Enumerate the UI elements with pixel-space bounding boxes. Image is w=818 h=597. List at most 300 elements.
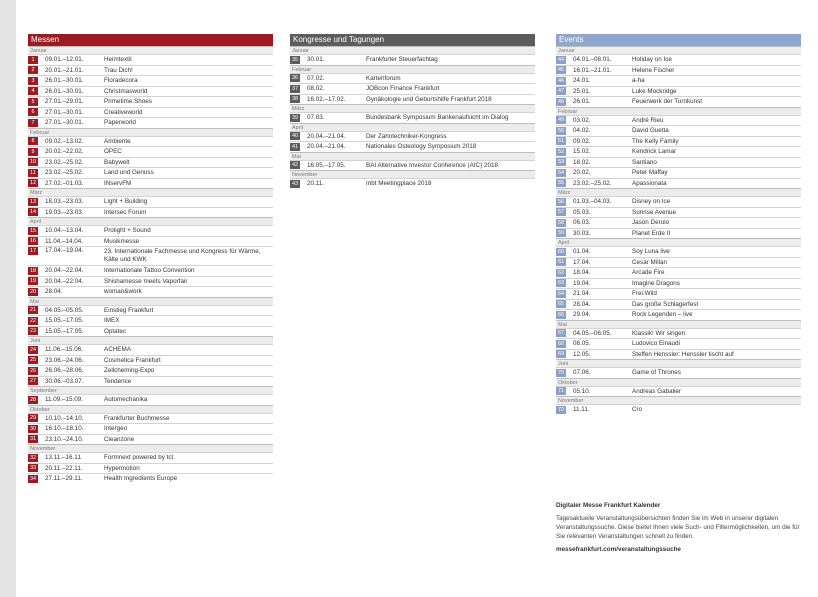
- event-name: Cosmetica Frankfurt: [104, 356, 161, 364]
- list-item: [556, 167, 801, 178]
- event-name: Formnext powered by tct: [104, 454, 174, 462]
- event-name: Santiano: [632, 158, 657, 166]
- event-date: 23.06.–24.06.: [45, 356, 84, 364]
- event-name: Einstieg Frankfurt: [104, 306, 154, 314]
- info-title: Digitaler Messe Frankfurt Kalender: [556, 502, 661, 509]
- event-date: 30.01.: [307, 56, 325, 64]
- list-item: [28, 434, 273, 445]
- number-badge: 64: [557, 290, 565, 297]
- event-name: Ludovico Einaudi: [632, 340, 680, 348]
- number-badge: 51: [557, 138, 565, 145]
- list-item: [556, 404, 801, 415]
- number-badge: 29: [29, 415, 37, 422]
- list-item: [556, 257, 801, 268]
- column-events: [556, 34, 801, 415]
- number-badge: 36: [291, 75, 299, 82]
- event-date: 20.11.–22.11.: [45, 464, 83, 472]
- event-name: BAI Alternative Investor Conference (AIC) 2018: [366, 161, 498, 169]
- event-date: 13.11.–16.11.: [45, 454, 83, 462]
- event-date: 16.01.–21.01.: [573, 66, 612, 74]
- event-name: David Guetta: [632, 127, 669, 135]
- event-name: Kartenforum: [366, 74, 401, 82]
- event-date: 04.05.–05.05.: [45, 306, 84, 314]
- number-badge: 50: [557, 127, 565, 134]
- month-label: Februar: [290, 65, 535, 73]
- list-item: [28, 146, 273, 157]
- event-name: Ambiente: [104, 137, 131, 145]
- number-badge: 43: [291, 180, 299, 187]
- list-item: [556, 75, 801, 86]
- list-item: [556, 125, 801, 136]
- event-name: Primetime.Shoes: [104, 98, 152, 106]
- event-date: 18.02.: [573, 158, 591, 166]
- list-item: [290, 131, 535, 142]
- number-badge: 11: [28, 169, 38, 177]
- number-badge: 25: [29, 357, 37, 364]
- number-badge: 62: [557, 269, 565, 276]
- event-name: INservFM: [104, 179, 132, 187]
- event-name: Feuerwerk der Turnkunst: [632, 98, 702, 106]
- number-badge: 52: [557, 148, 565, 155]
- list-item: [290, 160, 535, 171]
- event-date: 16.10.–18.10.: [45, 425, 84, 433]
- event-name: Light + Building: [104, 198, 148, 206]
- number-badge: 13: [29, 198, 37, 205]
- list-item: [556, 146, 801, 157]
- event-date: 08.05.: [573, 340, 591, 348]
- event-date: 28.04.: [45, 288, 63, 296]
- event-name: Planet Erde II: [632, 229, 671, 237]
- column-messen: [28, 34, 273, 484]
- number-badge: 8: [28, 137, 38, 145]
- event-name: Floradecora: [104, 77, 138, 85]
- number-badge: 39: [291, 114, 299, 121]
- event-name: Das große Schlagerfest: [632, 300, 699, 308]
- number-badge: 2: [28, 66, 38, 74]
- list-item: [28, 265, 273, 276]
- event-date: 16.02.–17.02.: [307, 95, 346, 103]
- event-list: [28, 46, 273, 484]
- list-item: [556, 288, 801, 299]
- event-name: Christmasworld: [104, 87, 148, 95]
- event-name: Automechanika: [104, 396, 148, 404]
- list-item: [28, 376, 273, 387]
- event-list: [290, 46, 535, 189]
- event-date: 26.01.: [573, 98, 591, 106]
- event-name: Babywelt: [104, 158, 130, 166]
- list-item: [28, 344, 273, 355]
- event-name: Cleanzone: [104, 435, 135, 443]
- event-date: 08.02.: [307, 85, 325, 93]
- event-name: Sunrise Avenue: [632, 208, 676, 216]
- event-name: OPEC: [104, 148, 122, 156]
- number-badge: 37: [291, 85, 299, 92]
- event-name: Soy Luna live: [632, 248, 670, 256]
- number-badge: 9: [28, 148, 38, 156]
- column-header: Messen: [28, 34, 273, 46]
- event-name: Intersec Forum: [104, 208, 147, 216]
- event-date: 11.09.–15.09.: [45, 396, 84, 404]
- event-name: Der Zahntechniker-Kongress: [366, 132, 447, 140]
- event-name: Steffen Henssler: Henssler tischt auf: [632, 350, 734, 358]
- number-badge: 18: [29, 267, 37, 274]
- list-item: [290, 178, 535, 189]
- number-badge: 47: [557, 88, 565, 95]
- event-date: 20.01.–21.01.: [45, 66, 84, 74]
- event-name: André Rieu: [632, 116, 664, 124]
- number-badge: 32: [29, 454, 37, 461]
- event-date: 18.03.–23.03.: [45, 198, 84, 206]
- list-item: [28, 157, 273, 168]
- event-date: 23.02.–25.02.: [45, 169, 84, 177]
- month-label: Januar: [28, 46, 273, 54]
- event-date: 06.03.: [573, 219, 591, 227]
- number-badge: 27: [29, 378, 37, 385]
- list-item: [28, 305, 273, 316]
- event-name: Klassik! Wir singen: [632, 329, 686, 337]
- event-name: Cesar Millan: [632, 258, 667, 266]
- event-date: 20.04.–22.04.: [45, 267, 84, 275]
- event-date: 11.04.–14.04.: [45, 237, 84, 245]
- event-date: 16.05.–17.05.: [307, 161, 346, 169]
- event-name: Creativeworld: [104, 108, 143, 116]
- list-item: [28, 65, 273, 76]
- event-name: Kendrick Lamar: [632, 148, 677, 156]
- event-date: 29.04.: [573, 311, 591, 319]
- list-item: [556, 349, 801, 360]
- event-name: Helene Fischer: [632, 66, 675, 74]
- event-date: 05.10.: [573, 387, 591, 395]
- event-name: Game of Thrones: [632, 369, 681, 377]
- event-date: 04.01.–08.01.: [573, 56, 612, 64]
- event-date: 30.03.: [573, 229, 591, 237]
- list-item: [28, 75, 273, 86]
- event-name: Trau Dich!: [104, 66, 133, 74]
- event-name: Andreas Gabalier: [632, 387, 682, 395]
- list-item: [556, 267, 801, 278]
- number-badge: 7: [28, 119, 38, 127]
- list-item: [28, 225, 273, 236]
- list-item: [556, 196, 801, 207]
- event-name: Paperworld: [104, 119, 136, 127]
- list-item: [290, 141, 535, 152]
- event-date: 09.01.–12.01.: [45, 56, 84, 64]
- event-name: Nationales Osteology Symposium 2018: [366, 143, 477, 151]
- event-date: 18.04.: [573, 269, 591, 277]
- column-kongresse: [290, 34, 535, 189]
- number-badge: 26: [29, 367, 37, 374]
- number-badge: 65: [557, 301, 565, 308]
- event-date: 30.06.–03.07.: [45, 377, 84, 385]
- number-badge: 56: [557, 198, 565, 205]
- event-name: Holiday on Ice: [632, 56, 672, 64]
- number-badge: 69: [557, 351, 565, 358]
- list-item: [556, 115, 801, 126]
- event-name: IMEX: [104, 317, 120, 325]
- number-badge: 70: [557, 369, 565, 376]
- list-item: [556, 246, 801, 257]
- event-name: Zellcheming-Expo: [104, 367, 155, 375]
- list-item: [556, 65, 801, 76]
- month-label: April: [28, 217, 273, 225]
- month-label: November: [556, 396, 801, 404]
- list-item: [556, 207, 801, 218]
- column-header: Events: [556, 34, 801, 46]
- event-date: 20.02.–22.02.: [45, 148, 84, 156]
- month-label: März: [556, 188, 801, 196]
- list-item: [290, 54, 535, 65]
- event-name: Jason Derulo: [632, 219, 670, 227]
- event-date: 27.01.–29.01.: [45, 98, 84, 106]
- event-name: woman&work: [104, 288, 142, 296]
- event-name: Bundesbank Symposium Bankenaufsicht im Dialog: [366, 114, 509, 122]
- list-item: [556, 217, 801, 228]
- event-name: ACHEMA: [104, 346, 131, 354]
- list-item: [28, 107, 273, 118]
- number-badge: 45: [557, 67, 565, 74]
- event-name: Peter Maffay: [632, 169, 668, 177]
- number-badge: 59: [557, 230, 565, 237]
- list-item: [556, 136, 801, 147]
- month-label: April: [290, 123, 535, 131]
- number-badge: 6: [28, 108, 38, 116]
- number-badge: 68: [557, 340, 565, 347]
- list-item: [28, 178, 273, 189]
- number-badge: 19: [29, 278, 37, 285]
- list-item: [28, 473, 273, 484]
- event-name: Optatec: [104, 327, 127, 335]
- event-name: The Kelly Family: [632, 137, 679, 145]
- event-date: 24.01.: [573, 77, 591, 85]
- month-label: März: [290, 104, 535, 112]
- number-badge: 44: [557, 56, 565, 63]
- event-name: Musikmesse: [104, 237, 139, 245]
- column-header: Kongresse und Tagungen: [290, 34, 535, 46]
- event-date: 26.01.–30.01.: [45, 77, 84, 85]
- list-item: [28, 423, 273, 434]
- event-date: 15.05.–17.05.: [45, 327, 84, 335]
- event-name: Tendence: [104, 377, 132, 385]
- number-badge: 53: [557, 159, 565, 166]
- list-item: [28, 463, 273, 474]
- number-badge: 57: [557, 209, 565, 216]
- month-label: Oktober: [28, 405, 273, 413]
- list-item: [290, 112, 535, 123]
- number-badge: 63: [557, 280, 565, 287]
- event-name: Intergeo: [104, 425, 128, 433]
- event-name: Cro: [632, 406, 643, 414]
- event-date: 09.02.: [573, 137, 591, 145]
- list-item: [28, 207, 273, 218]
- event-name: Frei.Wild: [632, 290, 657, 298]
- number-badge: 10: [29, 159, 37, 166]
- event-name: Frankfurter Steuerfachtag: [366, 56, 438, 64]
- number-badge: 3: [28, 77, 38, 85]
- list-item: [290, 83, 535, 94]
- event-name: Shishamesse meets Vaporfair: [104, 277, 188, 285]
- number-badge: 34: [29, 475, 37, 482]
- event-date: 27.02.–01.03.: [45, 179, 84, 187]
- event-date: 01.03.–04.03.: [573, 198, 612, 206]
- event-date: 20.04.–21.04.: [307, 132, 346, 140]
- info-link[interactable]: messefrankfurt.com/veranstaltungssuche: [556, 545, 681, 553]
- number-badge: 17: [29, 248, 37, 254]
- event-date: 20.04.–21.04.: [307, 143, 346, 151]
- event-date: 11.11.: [573, 406, 590, 414]
- list-item: [28, 286, 273, 297]
- list-item: [556, 328, 801, 339]
- number-badge: 48: [557, 98, 565, 105]
- number-badge: 24: [29, 346, 37, 353]
- info-box: [556, 502, 801, 553]
- list-item: [28, 246, 273, 265]
- list-item: [28, 276, 273, 287]
- event-date: 15.05.–17.05.: [45, 317, 84, 325]
- event-date: 23.02.–25.02.: [45, 158, 84, 166]
- event-date: 26.01.–30.01.: [45, 87, 84, 95]
- month-label: Februar: [28, 128, 273, 136]
- number-badge: 12: [29, 180, 37, 187]
- info-text: Tagesaktuelle Veranstaltungsübersichten finden Sie im Web in unserer digitalen Veranstaltungssuche. Diese bietet Ihnen viele Such- und Filtermöglichkeiten, um die für Sie relevanten Veranstaltungen schnell zu finden.: [556, 515, 800, 541]
- number-badge: 60: [557, 248, 565, 255]
- list-item: [556, 228, 801, 239]
- list-item: [556, 278, 801, 289]
- event-date: 11.06.–15.06.: [45, 346, 84, 354]
- number-badge: 31: [29, 436, 37, 443]
- list-item: [28, 365, 273, 376]
- event-date: 20.02.: [573, 169, 591, 177]
- event-date: 10.10.–14.10.: [45, 414, 84, 422]
- event-date: 27.11.–29.11.: [45, 475, 83, 483]
- list-item: [28, 394, 273, 405]
- event-name: JOBcon Finance Frankfurt: [366, 85, 440, 93]
- month-label: September: [28, 386, 273, 394]
- month-label: April: [556, 238, 801, 246]
- list-item: [556, 96, 801, 107]
- event-date: 21.04.: [573, 290, 591, 298]
- event-date: 09.02.–13.02.: [45, 137, 84, 145]
- list-item: [556, 386, 801, 397]
- event-date: 20.04.–22.04.: [45, 277, 84, 285]
- month-label: Mai: [556, 320, 801, 328]
- list-item: [556, 299, 801, 310]
- month-label: Mai: [28, 297, 273, 305]
- event-date: 03.02.: [573, 116, 591, 124]
- number-badge: 5: [28, 98, 38, 106]
- event-date: 20.11.: [307, 180, 325, 188]
- event-name: Arcade Fire: [632, 269, 665, 277]
- event-name: Disney on Ice: [632, 198, 671, 206]
- number-badge: 71: [557, 388, 565, 395]
- list-item: [556, 367, 801, 378]
- number-badge: 30: [29, 425, 37, 432]
- event-date: 04.02.: [573, 127, 591, 135]
- event-date: 19.04.: [573, 279, 591, 287]
- event-date: 25.01.: [573, 87, 591, 95]
- event-date: 19.03.–23.03.: [45, 208, 84, 216]
- event-name: Heimtextil: [104, 56, 132, 64]
- event-name: Gynäkologie und Geburtshilfe Frankfurt 2018: [366, 95, 492, 103]
- event-name: Frankfurter Buchmesse: [104, 414, 170, 422]
- event-name: mbt Meetingplace 2018: [366, 180, 432, 188]
- list-item: [290, 73, 535, 84]
- event-date: 05.03.: [573, 208, 591, 216]
- event-name: a-ha: [632, 77, 645, 85]
- list-item: [28, 413, 273, 424]
- number-badge: 41: [291, 143, 299, 150]
- event-date: 28.04.: [573, 300, 591, 308]
- list-item: [556, 86, 801, 97]
- list-item: [28, 54, 273, 65]
- number-badge: 1: [28, 56, 38, 64]
- list-item: [28, 96, 273, 107]
- number-badge: 54: [557, 169, 565, 176]
- number-badge: 35: [291, 56, 299, 63]
- event-date: 23.10.–24.10.: [45, 435, 84, 443]
- event-date: 17.04.–19.04.: [45, 247, 84, 254]
- number-badge: 20: [29, 288, 37, 295]
- list-item: [556, 54, 801, 65]
- event-date: 01.04.: [573, 248, 591, 256]
- month-label: Juni: [556, 359, 801, 367]
- event-date: 10.04.–13.04.: [45, 227, 84, 235]
- event-date: 07.06.: [573, 369, 591, 377]
- event-date: 07.03.: [307, 114, 325, 122]
- number-badge: 33: [29, 465, 37, 472]
- event-date: 04.05.–06.05.: [573, 329, 612, 337]
- month-label: März: [28, 188, 273, 196]
- event-date: 26.06.–28.06.: [45, 367, 84, 375]
- event-name: Prolight + Sound: [104, 227, 151, 235]
- month-label: November: [28, 444, 273, 452]
- event-name: Luke Mockridge: [632, 87, 677, 95]
- event-name: Rock Legenden – live: [632, 311, 693, 319]
- list-item: [28, 117, 273, 128]
- event-date: 27.01.–30.01.: [45, 119, 84, 127]
- number-badge: 28: [29, 396, 37, 403]
- list-item: [28, 326, 273, 337]
- number-badge: 67: [557, 330, 565, 337]
- month-label: Mai: [290, 152, 535, 160]
- event-list: [556, 46, 801, 415]
- event-date: 07.02.: [307, 74, 325, 82]
- number-badge: 15: [29, 227, 37, 234]
- month-label: Januar: [290, 46, 535, 54]
- number-badge: 21: [29, 307, 37, 314]
- event-name: Imagine Dragons: [632, 279, 680, 287]
- list-item: [556, 157, 801, 168]
- event-date: 27.01.–30.01.: [45, 108, 84, 116]
- list-item: [28, 196, 273, 207]
- number-badge: 14: [29, 209, 37, 216]
- number-badge: 16: [29, 238, 37, 245]
- list-item: [290, 94, 535, 105]
- list-item: [28, 452, 273, 463]
- list-item: [28, 136, 273, 147]
- event-name: Land und Genuss: [104, 169, 154, 177]
- list-item: [28, 86, 273, 97]
- event-date: 15.02.: [573, 148, 591, 156]
- month-label: Juni: [28, 336, 273, 344]
- number-badge: 42: [291, 162, 299, 169]
- left-gutter: [0, 0, 16, 597]
- event-date: 12.05.: [573, 350, 591, 358]
- event-name: 23. Internationale Fachmesse und Kongress für Wärme, Kälte und KWK: [104, 248, 261, 263]
- number-badge: 4: [28, 87, 38, 95]
- number-badge: 61: [557, 259, 565, 266]
- month-label: Oktober: [556, 378, 801, 386]
- event-date: 23.02.–25.02.: [573, 179, 612, 187]
